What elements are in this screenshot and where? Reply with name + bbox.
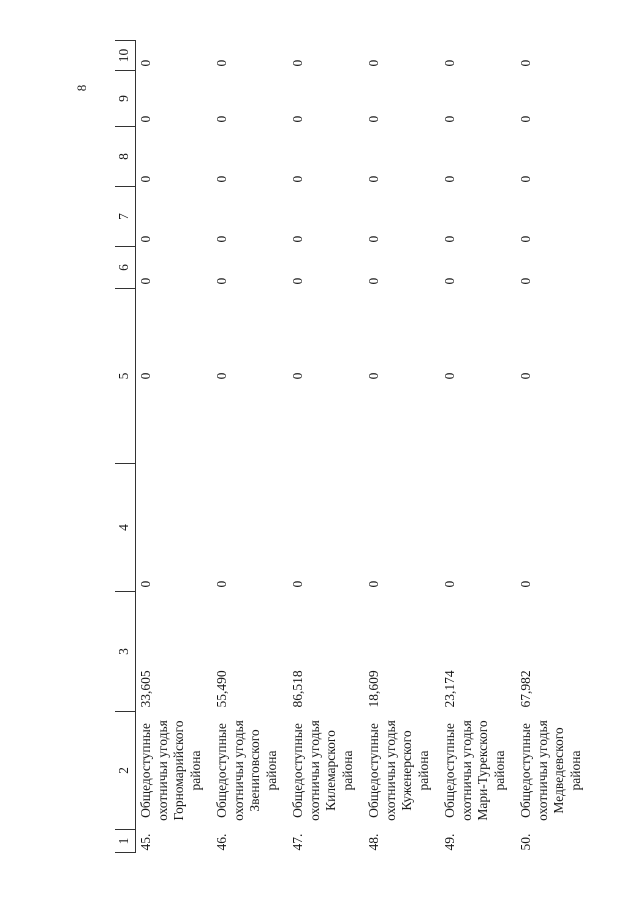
cell-col-10: 0: [214, 59, 229, 67]
cell-col-4: 0: [138, 580, 153, 588]
cell-col-3: 23,174: [442, 670, 457, 708]
col-header-2: 2: [115, 712, 136, 830]
cell-col-10: 0: [366, 59, 381, 67]
cell-col-3: 18,609: [366, 670, 381, 708]
row-index: 48.: [366, 833, 381, 851]
table-row: [212, 41, 288, 853]
row-name: Общедоступные охотничьи угодья Медведевского района: [518, 720, 583, 821]
cell-col-9: 0: [290, 115, 305, 123]
header-row: [115, 41, 136, 853]
row-name: Общедоступные охотничьи угодья Куженерского района: [366, 720, 431, 821]
row-name: Общедоступные охотничьи угодья Мари-Турекского района: [442, 720, 507, 821]
cell-col-3: 55,490: [214, 670, 229, 708]
cell-col-6: 0: [366, 277, 381, 285]
page-number: 8: [74, 84, 89, 92]
cell-col-9: 0: [214, 115, 229, 123]
cell-col-8: 0: [138, 175, 153, 183]
cell-col-5: 0: [138, 372, 153, 380]
cell-col-9: 0: [366, 115, 381, 123]
cell-col-7: 0: [366, 235, 381, 243]
cell-col-7: 0: [442, 235, 457, 243]
cell-col-4: 0: [214, 580, 229, 588]
cell-col-7: 0: [214, 235, 229, 243]
cell-col-6: 0: [138, 277, 153, 285]
col-header-9: 9: [115, 71, 136, 127]
cell-col-6: 0: [442, 277, 457, 285]
rotated-table-sheet: [115, 41, 583, 853]
table-row: [288, 41, 364, 853]
col-header-7: 7: [115, 187, 136, 247]
cell-col-8: 0: [442, 175, 457, 183]
row-index: 49.: [442, 833, 457, 851]
col-header-1: 1: [115, 830, 136, 853]
cell-col-4: 0: [518, 580, 533, 588]
row-name: Общедоступные охотничьи угодья Звениговского района: [214, 720, 279, 821]
cell-col-9: 0: [442, 115, 457, 123]
row-index: 50.: [518, 833, 533, 851]
cell-col-4: 0: [442, 580, 457, 588]
cell-col-10: 0: [138, 59, 153, 67]
col-header-10: 10: [115, 41, 136, 71]
table-row: [440, 41, 516, 853]
cell-col-8: 0: [290, 175, 305, 183]
row-name: Общедоступные охотничьи угодья Килемарского района: [290, 720, 355, 821]
cell-col-7: 0: [138, 235, 153, 243]
cell-col-5: 0: [290, 372, 305, 380]
cell-col-6: 0: [214, 277, 229, 285]
table-row: [136, 41, 213, 853]
cell-col-8: 0: [214, 175, 229, 183]
cell-col-10: 0: [290, 59, 305, 67]
cell-col-5: 0: [214, 372, 229, 380]
cell-col-4: 0: [366, 580, 381, 588]
cell-col-4: 0: [290, 580, 305, 588]
table-row: [516, 41, 592, 853]
col-header-5: 5: [115, 289, 136, 464]
cell-col-9: 0: [138, 115, 153, 123]
col-header-4: 4: [115, 464, 136, 592]
cell-col-3: 86,518: [290, 670, 305, 708]
row-index: 46.: [214, 833, 229, 851]
cell-col-3: 33,605: [138, 670, 153, 708]
cell-col-8: 0: [518, 175, 533, 183]
cell-col-3: 67,982: [518, 670, 533, 708]
cell-col-5: 0: [442, 372, 457, 380]
col-header-6: 6: [115, 247, 136, 289]
cell-col-8: 0: [366, 175, 381, 183]
cell-col-10: 0: [518, 59, 533, 67]
col-header-3: 3: [115, 592, 136, 712]
row-index: 47.: [290, 833, 305, 851]
cell-col-5: 0: [366, 372, 381, 380]
col-header-8: 8: [115, 127, 136, 187]
cell-col-10: 0: [442, 59, 457, 67]
hunting-grounds-table: [115, 40, 592, 853]
cell-col-5: 0: [518, 372, 533, 380]
cell-col-7: 0: [290, 235, 305, 243]
cell-col-6: 0: [290, 277, 305, 285]
cell-col-9: 0: [518, 115, 533, 123]
cell-col-6: 0: [518, 277, 533, 285]
table-row: [364, 41, 440, 853]
cell-col-7: 0: [518, 235, 533, 243]
row-name: Общедоступные охотничьи угодья Горномарийского района: [138, 720, 203, 821]
row-index: 45.: [138, 833, 153, 851]
